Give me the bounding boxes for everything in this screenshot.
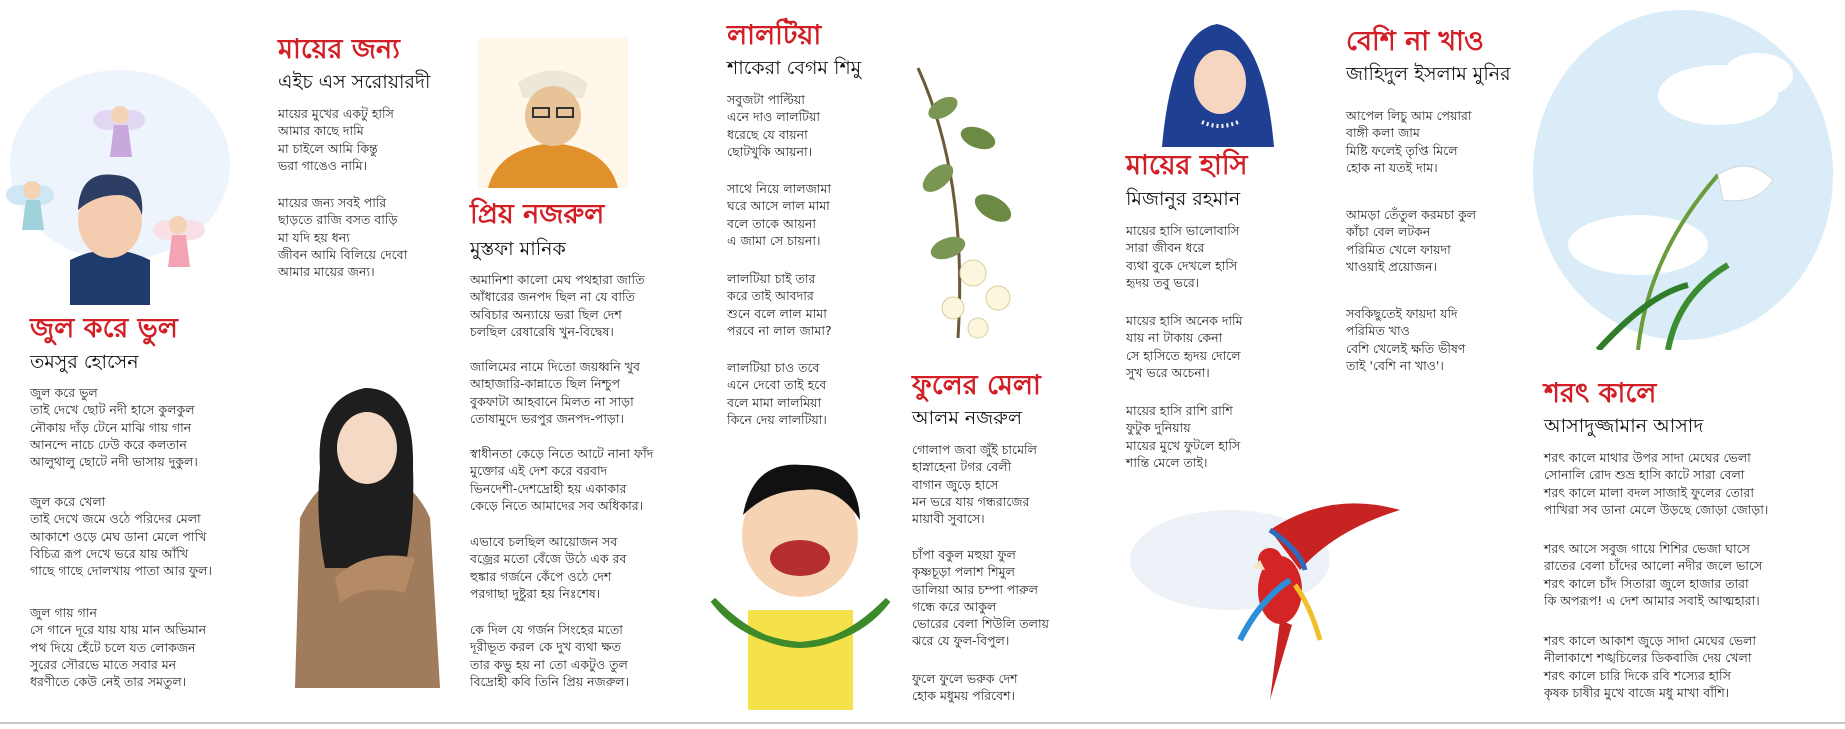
- poem-line: আহাজারি-কান্নাতে ছিল নিশ্চুপ: [470, 376, 620, 392]
- poem-stanza: [1126, 222, 1239, 291]
- poem-line: আপেল লিচু আম পেয়ারা: [1346, 108, 1472, 123]
- poem-line: পাখিরা সব ডানা মেলে উড়ছে জোড়া জোড়া।: [1544, 501, 1769, 517]
- poem-title: প্রিয় নজরুল: [470, 199, 605, 230]
- poem-stanza: [727, 180, 831, 249]
- poem-line: ডালিয়া আর চম্পা পারুল: [912, 581, 1038, 597]
- poem-title: মায়ের হাসি: [1126, 150, 1248, 181]
- poem-stanza: [470, 271, 644, 340]
- poem-line: কৃষ্ণচূড়া পলাশ শিমুল: [912, 564, 1015, 580]
- poem-line: বলে তাকে আয়না: [727, 215, 817, 231]
- poem-line: আলুথালু ছোটে নদী ভাসায় দুকুল।: [30, 454, 198, 470]
- poem-line: ঘরে আসে লাল মামা: [727, 198, 830, 214]
- mother-blue-hijab-illustration: [1152, 12, 1282, 147]
- poem-stanza: [1346, 305, 1465, 374]
- poem-line: শরৎ কালে চাঁদ সিতারা জুলে হাজার তারা: [1544, 575, 1749, 591]
- poem-line: আমড়া তেঁতুল করমচা কুল: [1346, 207, 1477, 222]
- poem-line: কে দিল যে গর্জন সিংহের মতো: [470, 622, 623, 637]
- poem-line: আনন্দে নাচে ঢেউ করে কলতান: [30, 436, 187, 452]
- poem-line: সারা জীবন ধরে: [1126, 240, 1205, 256]
- poem-line: বুকফাটা আহবানে মিলত না সাড়া: [470, 393, 634, 409]
- poem-author: আলম নজরুল: [912, 407, 1022, 429]
- poem-line: পরিমিত খেলে ফায়দা: [1346, 241, 1451, 257]
- woman-hijab-illustration: [265, 348, 465, 688]
- poem-stanza: [1544, 540, 1762, 609]
- flower-branch-illustration: [898, 58, 1058, 348]
- poem-line: শরৎ কালে চারি দিকে রবি শস্যের হাসি: [1544, 667, 1731, 683]
- poem-line: বলে মামা লালমিয়া: [727, 394, 822, 410]
- poem-line: গন্ধে করে আকুল: [912, 598, 997, 614]
- poem-line: হাস্নাহেনা টগর বেলী: [912, 459, 1012, 475]
- poem-line: মায়াবী সুবাসে।: [912, 511, 985, 527]
- poem-line: শান্তি মেলে তাই।: [1126, 454, 1208, 470]
- poem-line: স্বাধীনতা কেড়ে নিতে আটে নানা ফাঁদ: [470, 446, 654, 461]
- poem-line: ফুটুক দুনিয়ায়: [1126, 420, 1191, 436]
- poem-line: জালিমের নামে দিতো জয়ধ্বনি খুব: [470, 359, 640, 374]
- poem-line: মায়ের হাসি ভালোবাসি: [1126, 223, 1240, 238]
- poem-line: ব্যথা বুকে দেখলে হাসি: [1126, 257, 1238, 273]
- poem-line: সে গানে দূরে যায় যায় মান অভিমান: [30, 622, 207, 638]
- poem-author: শাকেরা বেগম শিমু: [727, 57, 862, 79]
- poem-title: শরৎ কালে: [1544, 378, 1657, 409]
- poem-line: শরৎ কালে মালা বদল সাজাই ফুলের তোরা: [1544, 484, 1754, 500]
- poem-line: অমানিশা কালো মেঘ পথহারা জাতি: [470, 272, 645, 287]
- poem-title: জুল করে ভুল: [30, 313, 178, 344]
- poem-author: জাহিদুল ইসলাম মুনির: [1346, 63, 1511, 85]
- poem-line: মন ভরে যায় গন্ধরাজের: [912, 493, 1030, 509]
- poem-line: জুল করে খেলা: [30, 494, 106, 509]
- poem-stanza: [1126, 402, 1240, 471]
- poem-title: বেশি না খাও: [1346, 26, 1484, 57]
- poem-line: বজ্রের মতো বেঁজে উঠে এক রব: [470, 551, 627, 567]
- poem-line: ভোরের বেলা শিউলি তলায়: [912, 616, 1049, 632]
- poem-line: মায়ের মুখের একটু হাসি: [278, 106, 394, 121]
- poem-line: এ জামা সে চায়না।: [727, 232, 821, 248]
- poem-line: নীলাকাশে শঙ্খচিলের ডিকবাজি দেয় খেলা: [1544, 650, 1752, 666]
- poem-line: বাগান জুড়ে হাসে: [912, 476, 999, 492]
- poem-line: কৃষক চাষীর মুখে বাজে মধু মাখা বাঁশি।: [1544, 684, 1730, 700]
- poem-line: সবুজটা পাল্টিয়া: [727, 92, 805, 107]
- poem-line: তাই 'বেশি না খাও'।: [1346, 357, 1444, 373]
- poem-line: মা চাইলে আমি কিন্তু: [278, 140, 378, 156]
- poem-line: বেশি খেলেই ক্ষতি ভীষণ: [1346, 340, 1466, 356]
- poem-line: হুঙ্কার গর্জনে কেঁপে ওঠে দেশ: [470, 568, 612, 584]
- poem-stanza: [30, 604, 206, 690]
- poem-line: সোনালি রোদ শুভ্র হাসি কাটে সারা বেলা: [1544, 467, 1745, 483]
- poem-line: শরৎ কালে মাথার উপর সাদা মেঘের ভেলা: [1544, 450, 1751, 465]
- poem-line: লালটিয়া চাও তবে: [727, 360, 820, 375]
- poem-line: বিচিত্র রূপ দেখে ভরে যায় আঁখি: [30, 545, 189, 561]
- poem-title: লালটিয়া: [727, 20, 822, 51]
- poem-title: মায়ের জন্য: [278, 34, 400, 65]
- poem-stanza: [1346, 206, 1476, 275]
- poem-line: পরিমিত খাও: [1346, 323, 1410, 339]
- boy-watermelon-illustration: [708, 440, 893, 710]
- poem-line: এনে দাও লালটিয়া: [727, 109, 820, 125]
- poem-line: সাথে নিয়ে লালজামা: [727, 181, 831, 196]
- poem-author: আসাদুজ্জামান আসাদ: [1544, 415, 1704, 437]
- poem-line: ধরেছে যে বায়না: [727, 126, 808, 142]
- poem-line: এনে দেবো তাই হবে: [727, 377, 827, 393]
- poem-stanza: [1544, 449, 1768, 518]
- poem-line: হৃদয় তবু ভরে।: [1126, 274, 1200, 290]
- nazrul-portrait: [478, 38, 628, 188]
- parrot-illustration: [1120, 490, 1410, 715]
- poem-line: কেড়ে নিতে আমাদের সব অধিকার।: [470, 497, 644, 513]
- poem-author: তমসুর হোসেন: [30, 351, 139, 373]
- poem-line: করে তাই আবদার: [727, 288, 814, 304]
- poem-line: সুখ ভরে অচেনা।: [1126, 364, 1210, 380]
- poem-line: মায়ের হাসি রাশি রাশি: [1126, 403, 1233, 418]
- poem-line: কাঁচা বেল লটকন: [1346, 224, 1431, 240]
- poem-stanza: [470, 533, 626, 602]
- poem-stanza: [470, 358, 640, 427]
- poem-line: শরৎ আসে সবুজ গায়ে শিশির ভেজা ঘাসে: [1544, 541, 1750, 556]
- poem-line: জুল গায় গান: [30, 605, 97, 620]
- poem-line: ধরণীতে কেউ নেই তার সমতুল।: [30, 674, 187, 690]
- poem-line: গোলাপ জবা জুঁই চামেলি: [912, 442, 1037, 457]
- poem-author: মুস্তফা মানিক: [470, 238, 566, 260]
- poem-line: খাওয়াই প্রয়োজন।: [1346, 258, 1437, 274]
- sky-kashful-illustration: [1518, 5, 1845, 350]
- poem-line: ঝরে যে ফুল-বিপুল।: [912, 633, 1010, 649]
- poem-stanza: [1126, 312, 1243, 381]
- poem-line: হোক না যতই দাম।: [1346, 159, 1438, 175]
- poem-line: নৌকায় দাঁড় টেনে মাঝি গায় গান: [30, 419, 192, 435]
- poem-line: পরবে না লাল জামা?: [727, 322, 832, 338]
- poem-line: ভিনদেশী-দেশদ্রোহী হয় একাকার: [470, 480, 627, 496]
- poem-line: লালটিয়া চাই তার: [727, 271, 816, 286]
- poem-line: বিদ্রোহী কবি তিনি প্রিয় নজরুল।: [470, 673, 630, 689]
- poem-line: যায় না টাকায় কেনা: [1126, 330, 1223, 346]
- poem-line: তাই দেখে ছোট নদী হাসে কুলকুল: [30, 402, 195, 418]
- fairies-boy-illustration: [0, 45, 255, 305]
- poem-line: ভরা গাঙেও নামি।: [278, 157, 368, 173]
- poem-line: চলছিল রেষারেষি খুন-বিদ্বেষ।: [470, 323, 614, 339]
- poem-line: জুল করে ভুল: [30, 385, 98, 400]
- poem-stanza: [470, 445, 653, 514]
- poem-stanza: [278, 194, 407, 280]
- poem-line: অবিচার অন্যায়ে ভরা ছিল দেশ: [470, 306, 622, 322]
- poem-line: তোষামুদে ভরপুর জনপদ-পাড়া।: [470, 410, 624, 426]
- poem-line: আমার কাছে দামি: [278, 123, 364, 139]
- poem-stanza: [278, 105, 394, 174]
- poem-line: তার কভু হয় না তো একটুও তুল: [470, 656, 628, 672]
- poem-line: পরগাছা দুষ্টুরা হয় নিঃশেষ।: [470, 585, 601, 601]
- poem-line: গাছে গাছে দোলখায় পাতা আর ফুল।: [30, 563, 212, 579]
- poem-line: কি অপরূপ! এ দেশ আমার সবাই আত্মহারা।: [1544, 592, 1760, 608]
- poem-line: আকাশে ওড়ে মেঘ ডানা মেলে পাখি: [30, 528, 207, 544]
- poem-line: তাই দেখে জমে ওঠে পরিদের মেলা: [30, 511, 201, 527]
- poem-stanza: [30, 493, 212, 579]
- poem-line: সবকিছুতেই ফায়দা যদি: [1346, 306, 1458, 321]
- poem-line: মায়ের মুখে ফুটলে হাসি: [1126, 437, 1241, 453]
- poem-line: মা যদি হয় ধন্য: [278, 229, 350, 245]
- poem-stanza: [727, 359, 827, 428]
- poem-line: আঁধারের জনপদ ছিল না যে বাতি: [470, 289, 635, 305]
- poem-line: মিষ্টি ফলেই তৃপ্তি মিলে: [1346, 142, 1458, 158]
- poem-stanza: [30, 384, 198, 470]
- poem-line: হোক মধুময় পরিবেশ।: [912, 688, 1015, 704]
- poem-stanza: [912, 546, 1049, 650]
- poem-stanza: [470, 621, 629, 690]
- poem-line: কিনে দেয় লালটিয়া।: [727, 411, 827, 427]
- poem-title: ফুলের মেলা: [912, 370, 1041, 401]
- poem-line: মুক্তোর এই দেশ করে বরবাদ: [470, 463, 608, 479]
- poem-stanza: [1346, 107, 1472, 176]
- bottom-rule: [0, 722, 1845, 724]
- poem-author: এইচ এস সরোয়ারদী: [278, 71, 431, 93]
- poem-line: ছাড়তে রাজি বসত বাড়ি: [278, 212, 398, 228]
- poem-line: ছোটখুকি আয়না।: [727, 143, 813, 159]
- poem-line: পথ দিয়ে হেঁটে চলে যত লোকজন: [30, 639, 196, 655]
- poem-stanza: [912, 670, 1018, 705]
- poem-stanza: [727, 91, 820, 160]
- poem-line: চাঁপা বকুল মহুয়া ফুল: [912, 547, 1016, 562]
- poem-line: জীবন আমি বিলিয়ে দেবো: [278, 246, 408, 262]
- poem-line: মায়ের হাসি অনেক দামি: [1126, 313, 1243, 328]
- poem-line: রাতের বেলা চাঁদের আলো নদীর জলে ভাসে: [1544, 558, 1763, 574]
- poem-line: দূরীভূত করল কে দুখ ব্যথা ক্ষত: [470, 639, 621, 655]
- poem-line: এভাবে চলছিল আয়োজন সব: [470, 534, 618, 549]
- poem-line: মায়ের জন্য সবই পারি: [278, 195, 387, 210]
- poem-stanza: [912, 441, 1037, 527]
- poem-line: ফুলে ফুলে ভরুক দেশ: [912, 671, 1018, 686]
- poem-line: বাঙ্গী কলা জাম: [1346, 125, 1420, 141]
- poem-stanza: [1544, 632, 1756, 701]
- poem-author: মিজানুর রহমান: [1126, 188, 1241, 210]
- poem-line: সুরের সৌরভে মাতে সবার মন: [30, 656, 177, 672]
- poem-line: শরৎ কালে আকাশ জুড়ে সাদা মেঘের ভেলা: [1544, 633, 1757, 648]
- poem-line: সে হাসিতে হৃদয় দোলে: [1126, 347, 1241, 363]
- poem-stanza: [727, 270, 832, 339]
- poem-line: শুনে বলে লাল মামা: [727, 305, 827, 321]
- poem-line: আমার মায়ের জন্য।: [278, 264, 375, 280]
